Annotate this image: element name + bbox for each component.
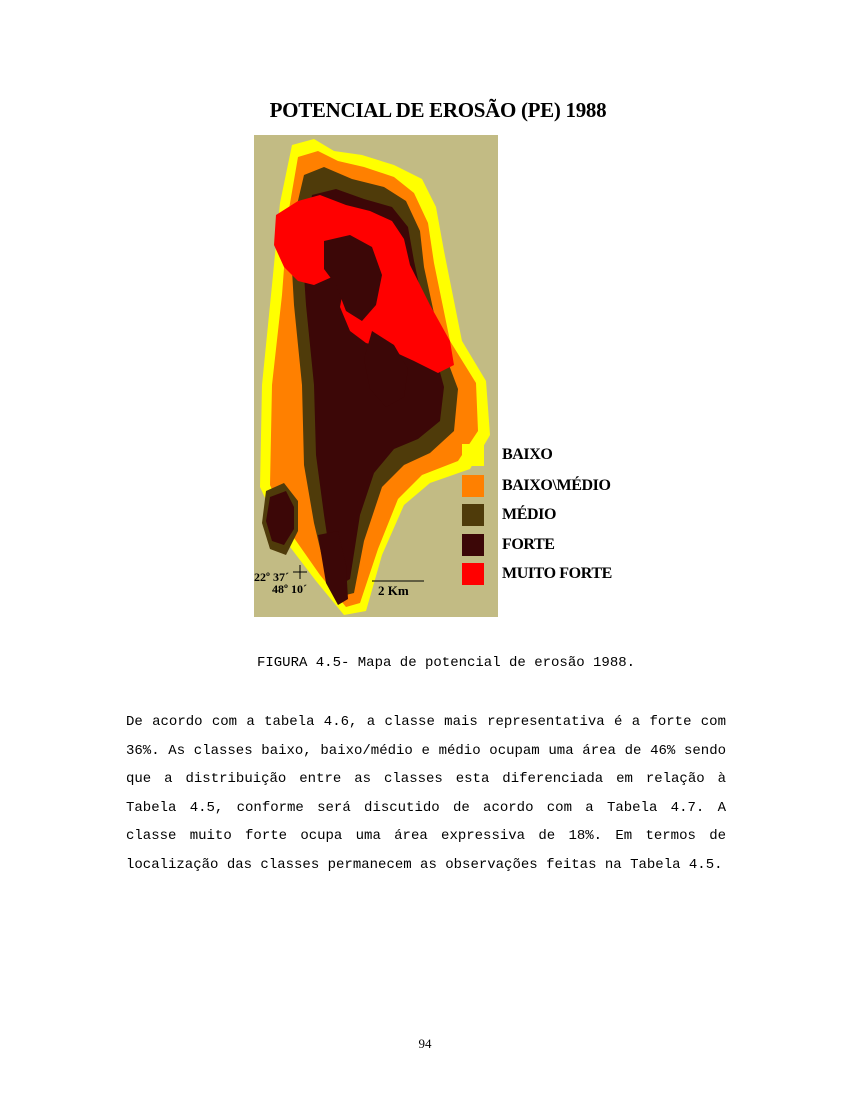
legend-swatch-muito-forte — [462, 563, 484, 585]
legend-label-muito-forte: MUITO FORTE — [502, 565, 612, 582]
body-paragraph: De acordo com a tabela 4.6, a classe mais representativa é a forte com 36%. As classes baixo, baixo/médio e médio ocupam uma área de 46% sendo que a distribuição entre as classes esta diferenciada em relação à Tabela 4.5, conforme será discutido de acordo com a Tabela 4.7. A classe muito forte ocupa uma área expressiva de 18%. Em termos de localização das classes permanecem as observações feitas na Tabela 4.5. — [126, 714, 726, 873]
legend-item-medio — [460, 504, 660, 528]
legend-swatch-baixo — [462, 444, 484, 466]
legend-item-baixo-medio — [460, 475, 660, 499]
scale-label: 2 Km — [378, 583, 409, 598]
legend-swatch-baixo-medio — [462, 475, 484, 497]
legend-swatch-medio — [462, 504, 484, 526]
figure-caption: FIGURA 4.5- Mapa de potencial de erosão 1988. — [256, 655, 636, 671]
page-number: 94 — [418, 1036, 432, 1051]
legend-swatch-forte — [462, 534, 484, 556]
latitude-label: 22º 37´ — [254, 570, 289, 584]
legend-item-baixo — [460, 444, 660, 468]
legend-label-baixo-medio: BAIXO\MÉDIO — [502, 477, 611, 494]
legend-label-baixo: BAIXO — [502, 446, 553, 463]
page-title: POTENCIAL DE EROSÃO (PE) 1988 — [269, 98, 607, 122]
legend-label-forte: FORTE — [502, 536, 555, 553]
legend-item-forte — [460, 534, 660, 558]
legend-label-medio: MÉDIO — [502, 506, 557, 523]
legend-item-muito-forte — [460, 563, 660, 587]
longitude-label: 48º 10´ — [272, 582, 307, 596]
